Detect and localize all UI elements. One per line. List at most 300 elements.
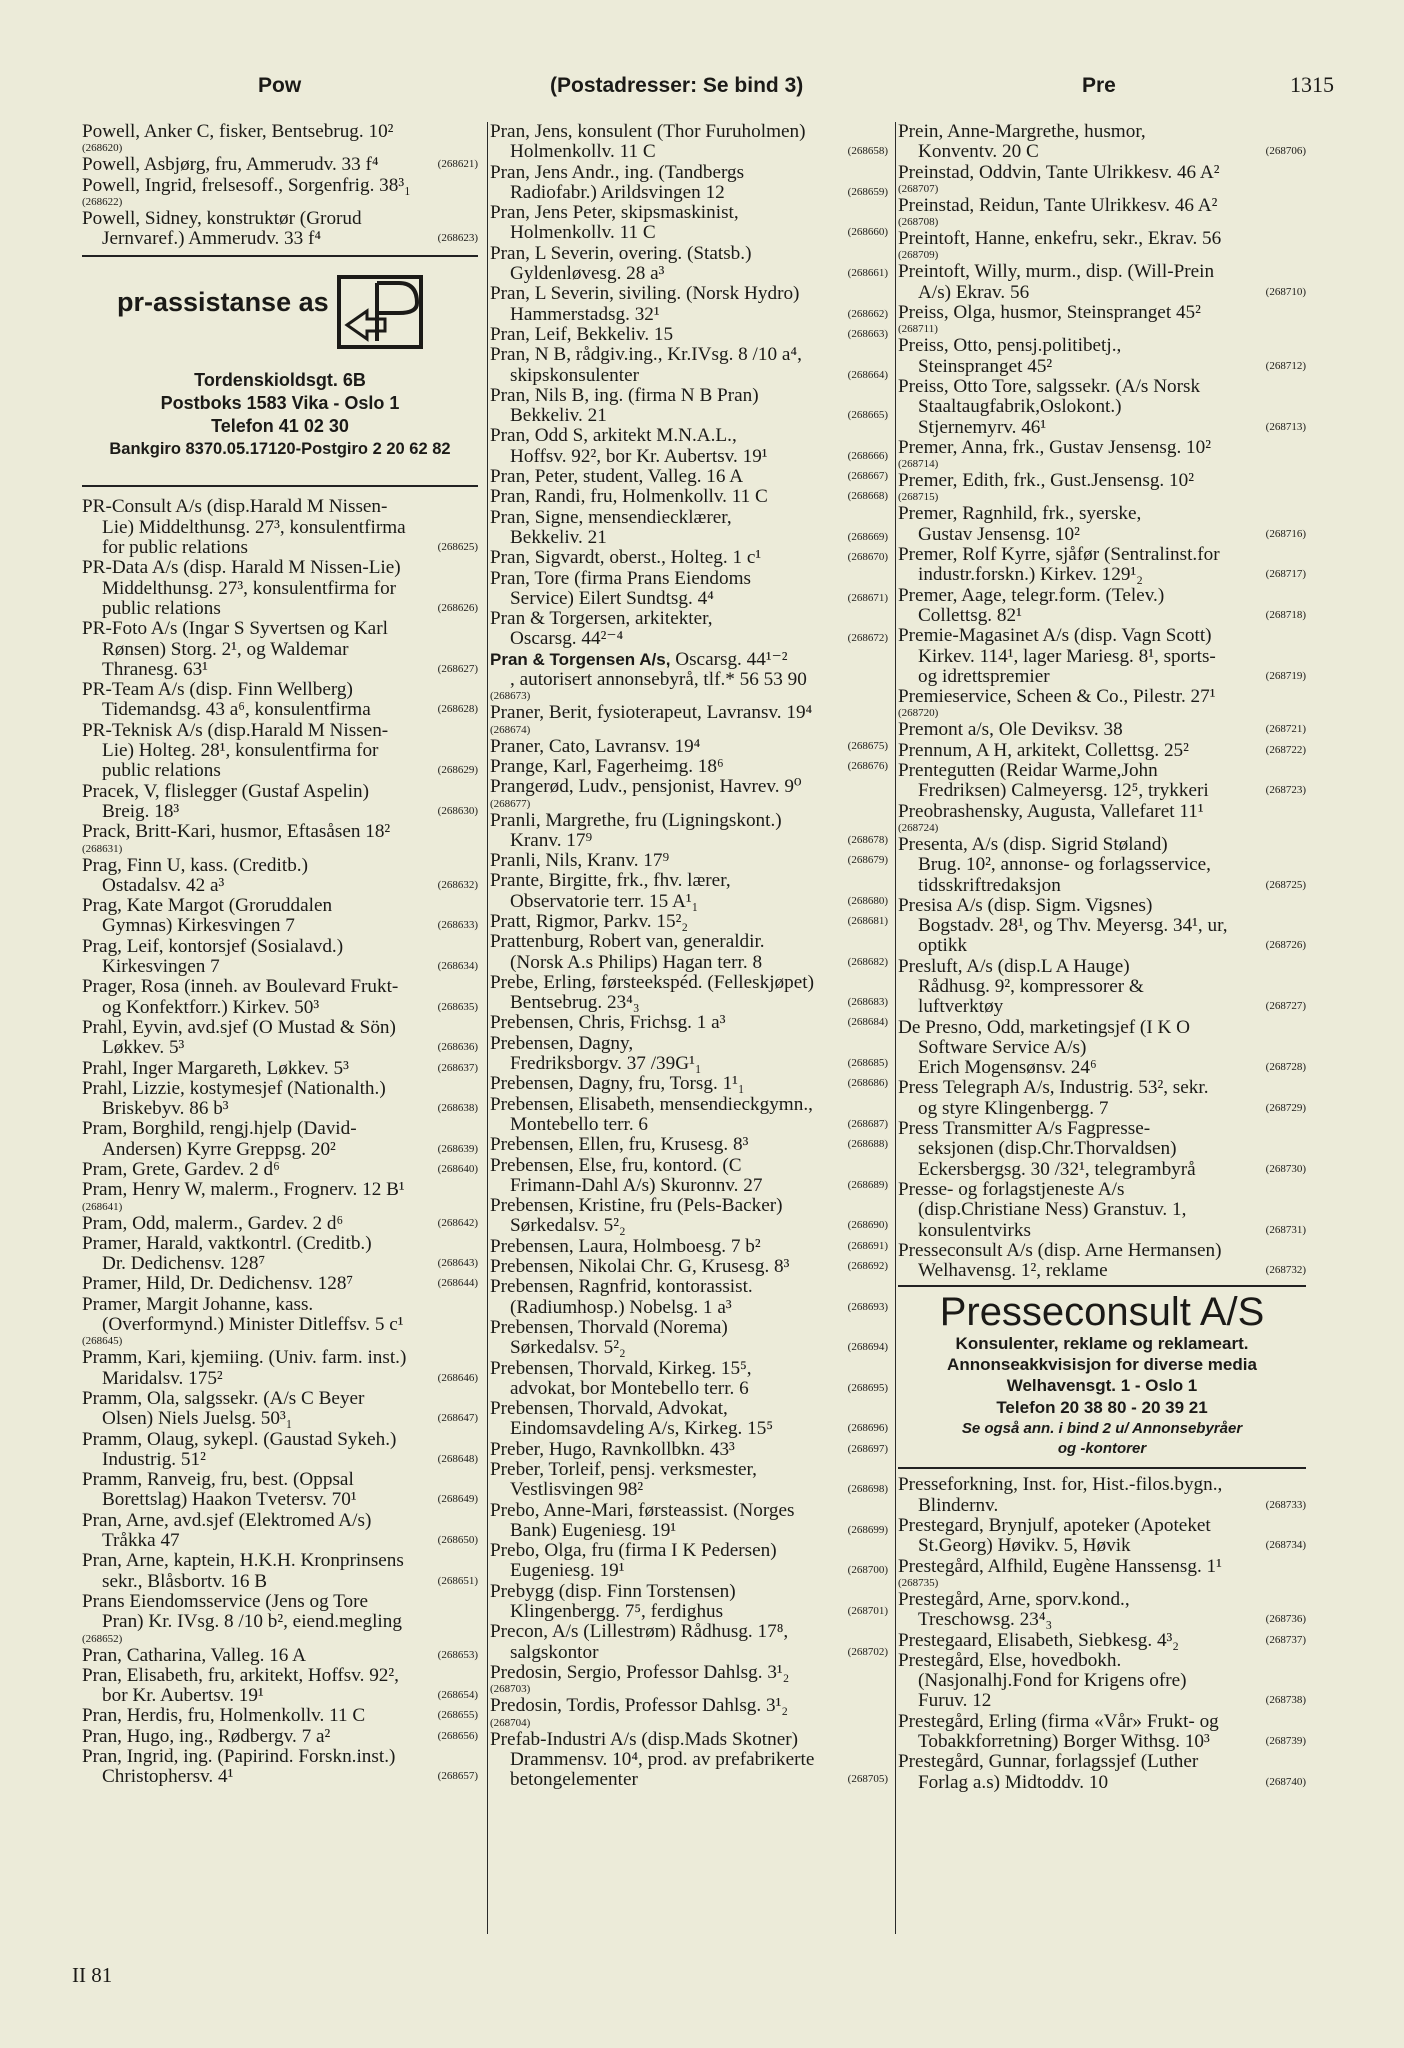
- entry-continuation-line: [490, 223, 888, 243]
- entry-continuation-line: [898, 1671, 1306, 1691]
- directory-entry: [82, 1119, 478, 1160]
- entry-code: (268735): [898, 1576, 939, 1589]
- entry-code: (268692): [847, 1260, 888, 1273]
- entry-name-line: [490, 467, 888, 487]
- entry-name-line: [898, 1631, 1306, 1651]
- entry-continuation-line: [898, 397, 1306, 417]
- entry-name-line: [898, 802, 1306, 822]
- entry-text: Presseforkning, Inst. for, Hist.-filos.bygn.,: [898, 1475, 1223, 1496]
- entry-name-line: [898, 1180, 1306, 1200]
- entry-name-line: [82, 1511, 478, 1531]
- entry-code: (268634): [437, 960, 478, 973]
- entry-text: Andersen) Kyrre Greppsg. 20²: [102, 1139, 336, 1160]
- entry-code: (268694): [847, 1341, 888, 1354]
- entry-text: Briskebyv. 86 b³: [102, 1099, 229, 1120]
- entry-text: Pram, Odd, malerm., Gardev. 2 d⁶: [82, 1213, 344, 1234]
- entry-text: Bank) Eugeniesg. 19¹: [510, 1520, 677, 1541]
- entry-code: (268639): [437, 1142, 478, 1155]
- entry-name-line: [490, 1013, 888, 1033]
- directory-entry: [82, 1470, 478, 1511]
- entry-text: Prestegård, Alfhild, Eugène Hanssensg. 1¹: [898, 1556, 1222, 1577]
- entry-continuation-line: [82, 229, 478, 249]
- entry-text: Prahl, Inger Margareth, Løkkev. 5³: [82, 1058, 349, 1079]
- column-1: [82, 122, 478, 1788]
- entry-text: Preinstad, Reidun, Tante Ulrikkesv. 46 A²: [898, 195, 1218, 216]
- directory-entry: [82, 1430, 478, 1471]
- entry-code: (268636): [437, 1041, 478, 1054]
- entry-code: (268649): [437, 1493, 478, 1506]
- directory-entry: [490, 548, 888, 568]
- entry-name-line: [898, 377, 1306, 397]
- entry-continuation-line: [490, 1379, 888, 1399]
- entry-name-line: [490, 1440, 888, 1460]
- entry-name-line: [82, 1059, 478, 1079]
- directory-entry: [490, 467, 888, 487]
- entry-text: Industrig. 51²: [102, 1449, 206, 1470]
- entry-name-line: [82, 1727, 478, 1747]
- entry-continuation-line: [898, 1496, 1306, 1516]
- entry-name-line: [82, 1551, 478, 1571]
- entry-continuation-line: [490, 142, 888, 162]
- directory-entry: [898, 1241, 1306, 1282]
- entry-code: (268644): [437, 1277, 478, 1290]
- directory-entry: [898, 835, 1306, 896]
- entry-name-line: [82, 1348, 478, 1368]
- entry-text: Prestegard, Brynjulf, apoteker (Apoteket: [898, 1516, 1211, 1537]
- entry-continuation-line: [82, 1254, 478, 1274]
- directory-entry: [82, 856, 478, 897]
- entry-name-line: [490, 569, 888, 589]
- entry-code: (268700): [847, 1564, 888, 1577]
- divider-rule: [82, 485, 478, 487]
- entry-continuation-line: [490, 953, 888, 973]
- entry-text: industr.forskn.) Kirkev. 129¹₂: [918, 565, 1143, 586]
- entry-text: Prestegård, Else, hovedbokh.: [898, 1650, 1122, 1671]
- entry-code: (268670): [847, 551, 888, 564]
- entry-text: Prager, Rosa (inneh. av Boulevard Frukt-: [82, 977, 399, 998]
- entry-text: Prag, Kate Margot (Groruddalen: [82, 896, 333, 917]
- directory-entry: [898, 761, 1306, 802]
- entry-name-line: [490, 1095, 888, 1115]
- advert-title: Presseconsult A/S: [939, 1290, 1265, 1335]
- entry-text: (Nasjonalhj.Fond for Krigens ofre): [918, 1671, 1187, 1692]
- entry-name-line: [490, 1277, 888, 1297]
- directory-entry: [898, 545, 1306, 586]
- directory-entry: [490, 1135, 888, 1155]
- entry-text: (Radiumhosp.) Nobelsg. 1 a³: [510, 1297, 732, 1318]
- directory-entry: [82, 937, 478, 978]
- directory-entry: [490, 1696, 888, 1729]
- entry-text: Preintoft, Willy, murm., disp. (Will-Prein: [898, 262, 1215, 283]
- entry-code: (268682): [847, 955, 888, 968]
- entry-name-line: [898, 1752, 1306, 1772]
- entry-continuation-line: [490, 629, 888, 649]
- directory-entry: [898, 896, 1306, 957]
- entry-name-line: [490, 1318, 888, 1338]
- directory-entry: [490, 1156, 888, 1197]
- directory-entry: [898, 262, 1306, 303]
- entry-code: (268738): [1265, 1694, 1306, 1707]
- entry-name-line: [898, 1712, 1306, 1732]
- entry-code: (268667): [847, 470, 888, 483]
- entry-name-line: [490, 851, 888, 871]
- entry-text: Service) Eilert Sundtsg. 4⁴: [510, 588, 714, 609]
- entry-text: Hammerstadsg. 32¹: [510, 304, 660, 325]
- entry-code: (268679): [847, 854, 888, 867]
- advert-note: og -kontorer: [1057, 1440, 1147, 1458]
- entry-text: Pramer, Margit Johanne, kass.: [82, 1294, 314, 1315]
- entry-code: (268698): [847, 1483, 888, 1496]
- entry-text: Predosin, Tordis, Professor Dahlsg. 3¹₂: [490, 1696, 789, 1717]
- entry-text: Frimann-Dahl A/s) Skuronnv. 27: [510, 1175, 763, 1196]
- entry-code: (268739): [1265, 1735, 1306, 1747]
- directory-entry: [898, 1078, 1306, 1119]
- entry-text: Preber, Torleif, pensj. verksmester,: [490, 1460, 757, 1480]
- directory-entry: [82, 1511, 478, 1552]
- entry-continuation-line: [82, 802, 478, 822]
- entry-code: (268678): [847, 833, 888, 846]
- entry-text: PR-Team A/s (disp. Finn Wellberg): [82, 680, 353, 701]
- entry-name-line: [898, 626, 1306, 646]
- entry-name-line: [82, 1592, 478, 1612]
- entry-text: Pramm, Kari, kjemiing. (Univ. farm. inst.): [82, 1348, 407, 1369]
- entry-code: (268677): [490, 797, 531, 810]
- entry-text: public relations: [102, 598, 221, 619]
- entry-text: Powell, Sidney, konstruktør (Grorud: [82, 208, 362, 229]
- entry-text: Pran, Peter, student, Valleg. 16 A: [490, 467, 744, 488]
- entry-text: Bogstadv. 28¹, og Thv. Meyersg. 34¹, ur,: [918, 916, 1228, 937]
- entry-text: Premieservice, Scheen & Co., Pilestr. 27¹: [898, 687, 1216, 708]
- entry-text: Prebensen, Dagny, fru, Torsg. 1¹₁: [490, 1074, 745, 1095]
- entry-name-line: [490, 345, 888, 365]
- entry-text: Prag, Leif, kontorsjef (Sosialavd.): [82, 936, 344, 957]
- entry-text: Prebensen, Thorvald (Norema): [490, 1317, 728, 1338]
- entry-text: Pran, Leif, Bekkeliv. 15: [490, 324, 674, 345]
- advert-address: Welhavensgt. 1 - Oslo 1: [1006, 1376, 1198, 1396]
- entry-continuation-line: [490, 670, 888, 690]
- entry-text: Maridalsv. 175²: [102, 1368, 223, 1389]
- entry-code: (268709): [898, 249, 939, 262]
- directory-entry: [82, 1214, 478, 1234]
- entry-text: Presse- og forlagstjeneste A/s: [898, 1179, 1125, 1200]
- entry-name-line: [898, 229, 1306, 249]
- directory-entry: [898, 1516, 1306, 1557]
- entry-text: Prebo, Olga, fru (firma I K Pedersen): [490, 1541, 777, 1562]
- entry-text: Bekkeliv. 21: [510, 406, 607, 427]
- entry-name-line: [898, 1241, 1306, 1261]
- entry-text: Premer, Rolf Kyrre, sjåfør (Sentralinst.for: [898, 545, 1220, 566]
- directory-entry: [490, 851, 888, 871]
- entry-code: (268641): [82, 1200, 123, 1213]
- entry-text: Pran, Ingrid, ing. (Papirind. Forskn.inst.): [82, 1747, 396, 1767]
- entry-text: Montebello terr. 6: [510, 1114, 649, 1135]
- entry-text: Pran, N B, rådgiv.ing., Kr.IVsg. 8 /10 a⁴,: [490, 345, 802, 366]
- directory-entry: [490, 737, 888, 757]
- entry-code: (268620): [82, 142, 123, 155]
- advert-phone: Telefon 20 38 80 - 20 39 21: [996, 1398, 1208, 1418]
- entry-code: (268717): [1265, 568, 1306, 581]
- entry-name-line: [82, 176, 478, 196]
- entry-text: Preiss, Olga, husmor, Steinspranget 45²: [898, 303, 1201, 324]
- entry-name-line: [490, 1156, 888, 1176]
- entry-name-line: [490, 973, 888, 993]
- entry-text: (Norsk A.s Philips) Hagan terr. 8: [510, 952, 763, 973]
- entry-name-line: [82, 937, 478, 957]
- directory-entry: [490, 345, 888, 386]
- entry-continuation-line: [82, 876, 478, 896]
- advert-note: Se også ann. i bind 2 u/ Annonsebyråer: [961, 1420, 1243, 1438]
- entry-text: Gymnas) Kirkesvingen 7: [102, 916, 295, 937]
- entry-text: Klingenbergg. 7⁵, ferdighus: [510, 1602, 724, 1623]
- entry-text: skipskonsulenter: [510, 365, 639, 386]
- footer-volume-page: II 81: [72, 1963, 113, 1987]
- entry-name-line: [82, 856, 478, 876]
- entry-text: Tobakkforretning) Borger Withsg. 10³: [918, 1732, 1210, 1752]
- entry-name-line: [82, 497, 478, 517]
- page-number: 1315: [1290, 72, 1334, 97]
- entry-name-line: [898, 1590, 1306, 1610]
- entry-name-line: [490, 508, 888, 528]
- header-left: Pow: [258, 74, 302, 97]
- directory-entry: [490, 1622, 888, 1663]
- entry-continuation-line: [490, 589, 888, 609]
- entry-name-line: [898, 720, 1306, 740]
- entry-name-line: [82, 977, 478, 997]
- entry-text: Kirkev. 114¹, lager Mariesg. 8¹, sports-: [918, 646, 1216, 667]
- entry-code: (268699): [847, 1523, 888, 1536]
- entry-code: (268676): [847, 759, 888, 772]
- entry-text: Premie-Magasinet A/s (disp. Vagn Scott): [898, 626, 1212, 647]
- advert-postbox: Postboks 1583 Vika - Oslo 1: [160, 393, 400, 414]
- directory-entry: [490, 1663, 888, 1696]
- entry-continuation-line: [490, 1216, 888, 1236]
- entry-name-line: [82, 1430, 478, 1450]
- entry-text: Pran, Arne, kaptein, H.K.H. Kronprinsens: [82, 1551, 404, 1572]
- entry-code: (268710): [1265, 285, 1306, 298]
- entry-continuation-line: [490, 1054, 888, 1074]
- entry-code: (268696): [847, 1422, 888, 1435]
- entry-name-line: [82, 822, 478, 842]
- directory-entry: [490, 508, 888, 549]
- entry-code: (268638): [437, 1102, 478, 1115]
- entry-code: (268665): [847, 409, 888, 422]
- entry-name-line: [898, 761, 1306, 781]
- entry-continuation-line: [898, 1099, 1306, 1119]
- directory-entry: [490, 703, 888, 736]
- entry-name-line: [82, 209, 478, 229]
- entry-continuation-line: [82, 998, 478, 1018]
- entry-continuation-line: [82, 1572, 478, 1592]
- entry-name-line: [490, 757, 888, 777]
- entry-continuation-line: [82, 1140, 478, 1160]
- entry-text: Hoffsv. 92², bor Kr. Aubertsv. 19¹: [510, 446, 768, 467]
- entry-code: (268688): [847, 1138, 888, 1151]
- entry-text: og Konfektforr.) Kirkev. 50³: [102, 997, 320, 1018]
- entry-name-line: [490, 1257, 888, 1277]
- entry-name-line: [490, 737, 888, 757]
- entry-name-line: [490, 703, 888, 723]
- entry-code: (268647): [437, 1412, 478, 1425]
- entry-text: Lie) Holteg. 28¹, konsulentfirma for: [102, 741, 379, 762]
- entry-text: Steinspranget 45²: [918, 356, 1053, 377]
- entry-name-line: [490, 122, 888, 142]
- entry-continuation-line: [898, 565, 1306, 585]
- entry-code: (268661): [847, 267, 888, 280]
- entry-continuation-line: [490, 1419, 888, 1439]
- entry-text: Powell, Asbjørg, fru, Ammerudv. 33 f⁴: [82, 155, 379, 176]
- entry-text: Prack, Britt-Kari, husmor, Eftasåsen 18²: [82, 822, 391, 843]
- entry-name-line: [898, 504, 1306, 524]
- entry-continuation-line: [82, 741, 478, 761]
- entry-text: Premer, Edith, frk., Gust.Jensensg. 10²: [898, 471, 1194, 492]
- entry-text: Blindernv.: [918, 1495, 999, 1516]
- directory-entry: [82, 721, 478, 782]
- entry-code: (268702): [847, 1645, 888, 1658]
- entry-name-line: [490, 1730, 888, 1750]
- entry-text: for public relations: [102, 538, 248, 559]
- divider-rule: [82, 255, 478, 257]
- entry-code: (268724): [898, 821, 939, 834]
- entry-text: Konventv. 20 C: [918, 142, 1039, 163]
- entry-code: (268666): [847, 449, 888, 462]
- entry-code: (268672): [847, 632, 888, 645]
- entry-text: Prestegård, Arne, sporv.kond.,: [898, 1589, 1130, 1610]
- entry-code: (268629): [437, 764, 478, 777]
- entry-name-line: [898, 1651, 1306, 1671]
- entry-continuation-line: [898, 142, 1306, 162]
- directory-entry: [490, 1359, 888, 1400]
- entry-text: Pran, Sigvardt, oberst., Holteg. 1 c¹: [490, 548, 762, 569]
- entry-continuation-line: [898, 647, 1306, 667]
- entry-continuation-line: [898, 1058, 1306, 1078]
- entry-code: (268625): [437, 541, 478, 554]
- entry-code: (268632): [437, 878, 478, 891]
- entry-name-line: [490, 1460, 888, 1480]
- entry-code: (268685): [847, 1057, 888, 1070]
- entry-text: Sørkedalsv. 5²₂: [510, 1216, 626, 1237]
- entry-code: (268660): [847, 226, 888, 239]
- entry-code: (268706): [1265, 145, 1306, 158]
- entry-text: tidsskriftredaksjon: [918, 875, 1061, 896]
- directory-entry: [490, 1460, 888, 1501]
- entry-text: Rønsen) Storg. 2¹, og Waldemar: [102, 639, 349, 660]
- entry-text: Presenta, A/s (disp. Sigrid Støland): [898, 834, 1168, 855]
- directory-entry: [82, 822, 478, 855]
- directory-entry: [490, 569, 888, 610]
- entry-name-line: [898, 1557, 1306, 1577]
- entry-code: (268659): [847, 185, 888, 198]
- directory-entry: [898, 438, 1306, 471]
- entry-name-line: [82, 1234, 478, 1254]
- entry-text: Welhavensg. 1², reklame: [918, 1261, 1108, 1282]
- directory-entry: [490, 811, 888, 852]
- entry-code: (268737): [1265, 1633, 1306, 1646]
- directory-entry: [82, 1160, 478, 1180]
- entry-code: (268653): [437, 1648, 478, 1661]
- directory-entry: [490, 650, 888, 704]
- entry-text: (disp.Christiane Ness) Granstuv. 1,: [918, 1200, 1187, 1221]
- entry-text: Vestlisvingen 98²: [510, 1480, 644, 1501]
- advert-pr-assistanse: [82, 267, 478, 477]
- entry-text: Pranli, Margrethe, fru (Ligningskont.): [490, 810, 782, 831]
- entry-continuation-line: [898, 1732, 1306, 1752]
- entry-code: (268733): [1265, 1498, 1306, 1511]
- entry-text: Breig. 18³: [102, 801, 180, 822]
- entry-text: Thranesg. 63¹: [102, 659, 208, 680]
- advert-subtitle: Annonseakkvisisjon for diverse media: [947, 1355, 1257, 1375]
- entry-name-line: [898, 471, 1306, 491]
- directory-entry: [82, 1274, 478, 1294]
- directory-entry: [898, 336, 1306, 377]
- entry-text: Prattenburg, Robert van, generaldir.: [490, 932, 765, 953]
- entry-continuation-line: [898, 1139, 1306, 1159]
- entry-text: Prebe, Erling, førsteekspéd. (Felleskjøpet): [490, 972, 814, 993]
- directory-entry: [490, 163, 888, 204]
- entry-code: (268720): [898, 707, 939, 720]
- entry-text: Furuv. 12: [918, 1691, 992, 1712]
- entry-code: (268663): [847, 327, 888, 340]
- entry-continuation-line: [898, 1536, 1306, 1556]
- entry-text: optikk: [918, 936, 968, 957]
- entry-code: (268707): [898, 182, 939, 195]
- entry-text: (Overformynd.) Minister Ditleffsv. 5 c¹: [102, 1315, 404, 1336]
- entry-text: Prestegård, Gunnar, forlagssjef (Luther: [898, 1752, 1199, 1773]
- entry-code: (268713): [1265, 420, 1306, 433]
- entry-text: Pran) Kr. IVsg. 8 /10 b², eiend.megling: [102, 1612, 402, 1633]
- directory-entry: [82, 209, 478, 250]
- entry-code: (268635): [437, 1000, 478, 1013]
- entry-continuation-line: [898, 781, 1306, 801]
- entry-text: Pranli, Nils, Kranv. 17⁹: [490, 851, 670, 872]
- entry-continuation-line: [490, 1338, 888, 1358]
- entries-pran: [490, 122, 888, 1790]
- directory-entry: [82, 1747, 478, 1788]
- entry-continuation-line: [82, 1612, 478, 1632]
- entry-continuation-line: [898, 606, 1306, 626]
- entry-text: Prahl, Lizzie, kostymesjef (Nationalth.): [82, 1078, 386, 1099]
- company-logo-icon: [337, 275, 423, 349]
- directory-entry: [898, 586, 1306, 627]
- entry-code: (268646): [437, 1371, 478, 1384]
- entry-continuation-line: [490, 1480, 888, 1500]
- entry-name-line: [898, 1018, 1306, 1038]
- entry-text: Press Telegraph A/s, Industrig. 53², sekr.: [898, 1078, 1209, 1099]
- directory-entry: [490, 487, 888, 507]
- directory-entry: [82, 1295, 478, 1349]
- entry-continuation-line: [898, 977, 1306, 997]
- entry-name-line: [898, 1516, 1306, 1536]
- entry-text: Tråkka 47: [102, 1531, 180, 1552]
- entry-text: Pran, L Severin, siviling. (Norsk Hydro): [490, 284, 800, 305]
- entry-name-line: [490, 1541, 888, 1561]
- entry-continuation-line: [82, 599, 478, 619]
- directory-entry: [82, 896, 478, 937]
- entry-text: Pran, Randi, fru, Holmenkollv. 11 C: [490, 487, 768, 508]
- entry-name-line: [898, 835, 1306, 855]
- directory-entry: [490, 1257, 888, 1277]
- entry-name-line: [898, 545, 1306, 565]
- entry-text: PR-Consult A/s (disp.Harald M Nissen-: [82, 497, 388, 518]
- entry-name-line: [82, 1079, 478, 1099]
- entry-name-line: [490, 650, 888, 670]
- entry-text: Prebensen, Thorvald, Kirkeg. 15⁵,: [490, 1358, 752, 1379]
- entry-code: (268642): [437, 1216, 478, 1229]
- entry-name-line: [490, 811, 888, 831]
- column-2: [490, 122, 888, 1790]
- directory-entry: [82, 1666, 478, 1707]
- entry-text: Eugeniesg. 19¹: [510, 1561, 625, 1582]
- entry-text: PR-Foto A/s (Ingar S Syvertsen og Karl: [82, 619, 388, 640]
